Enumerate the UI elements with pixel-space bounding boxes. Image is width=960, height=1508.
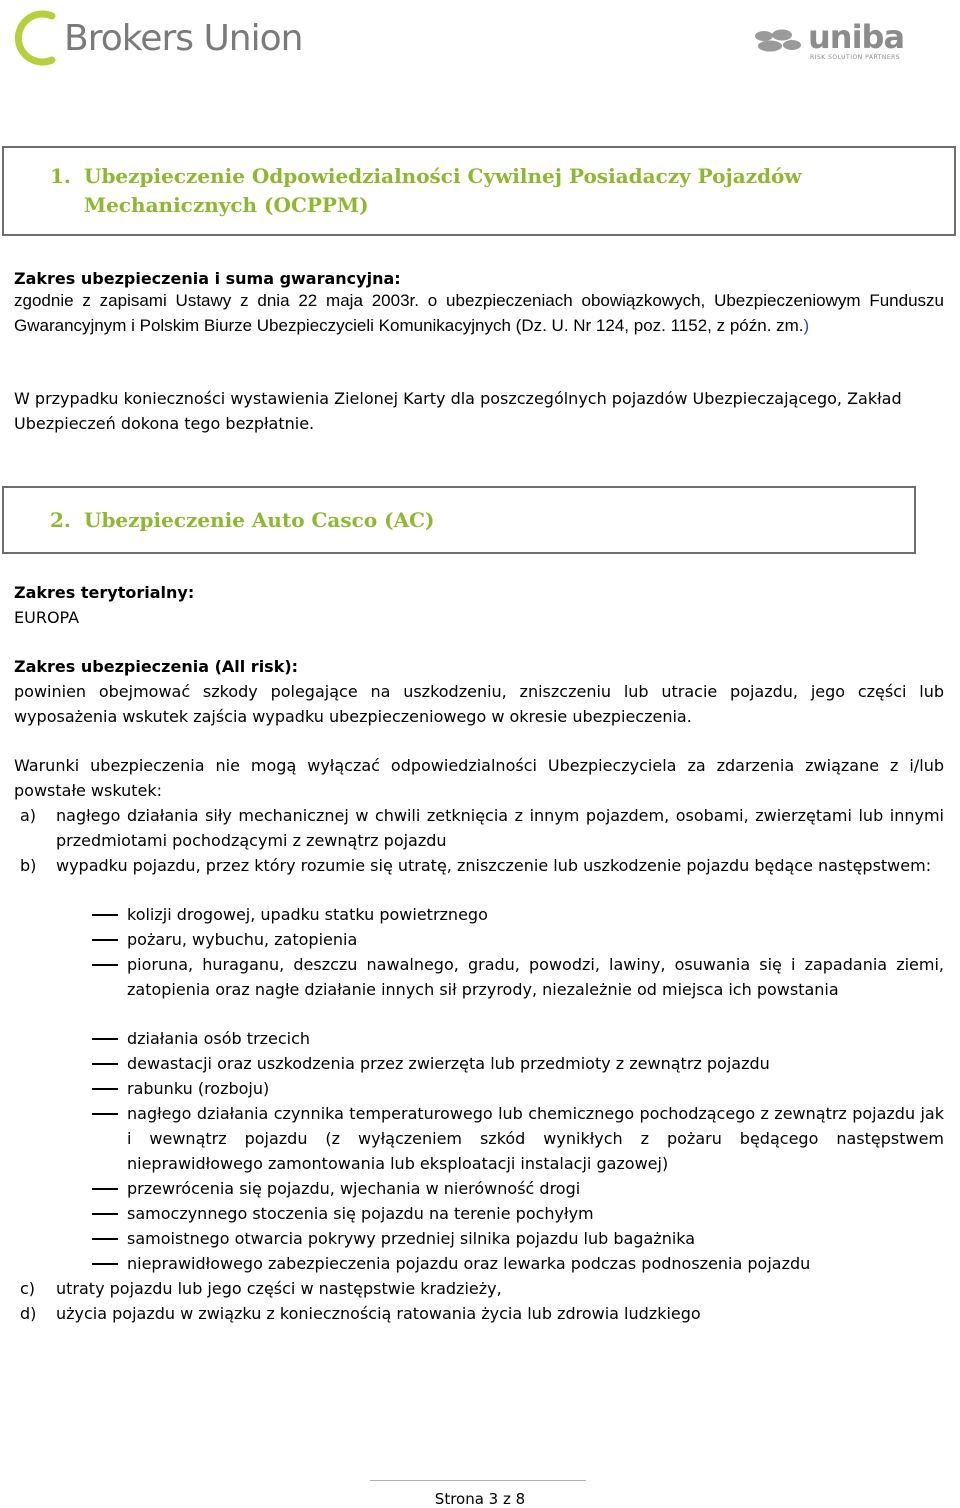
uniba-logo xyxy=(752,18,952,67)
sub-list-item-text: samoistnego otwarcia pokrywy przedniej silnika pojazdu lub bagażnika xyxy=(127,1229,696,1248)
section2-title: Ubezpieczenie Auto Casco (AC) xyxy=(84,508,435,532)
sub-list-item xyxy=(92,1076,944,1101)
dash-bullet xyxy=(92,1063,118,1065)
list-item-text: utraty pojazdu lub jego części w następstwie kradzieży, xyxy=(56,1279,502,1298)
sub-list-item-text: nieprawidłowego zabezpieczenia pojazdu oraz lewarka podczas podnoszenia pojazdu xyxy=(127,1254,811,1273)
dash-bullet xyxy=(92,1213,118,1215)
section2-scope-heading: Zakres ubezpieczenia (All risk): xyxy=(14,657,299,676)
list-marker: d) xyxy=(20,1304,37,1323)
section1-scope-text-body: zgodnie z zapisami Ustawy z dnia 22 maja 2003r. o ubezpieczeniach obowiązkowych, Ubezpieczeniowym Funduszu Gwarancyjnym i Polskim Biurze Ubezpieczycieli Komunikacyjnych (Dz. U. Nr 124, poz. 1152, z późn. zm. xyxy=(14,291,944,335)
dash-bullet xyxy=(92,1263,118,1265)
sub-list-item-text: nagłego działania czynnika temperaturowego lub chemicznego pochodzącego z zewnątrz pojazdu jak i wewnątrz pojazdu (z wyłączeniem szkód wynikłych z pożaru będącego następstwem nieprawidłowego zamontowania lub eksploatacji instalacji gazowej) xyxy=(127,1104,944,1173)
dash-bullet xyxy=(92,1113,118,1115)
sub-list-item xyxy=(92,1051,944,1076)
dash-bullet xyxy=(92,939,118,941)
dash-bullet xyxy=(92,964,118,966)
sub-list-item-text: samoczynnego stoczenia się pojazdu na terenie pochyłym xyxy=(127,1204,594,1223)
dash-bullet xyxy=(92,1188,118,1190)
section2-heading xyxy=(50,506,434,535)
uniba-logo-text: uniba xyxy=(808,18,905,56)
section1-number: 1. xyxy=(50,164,71,188)
section1-scope-heading: Zakres ubezpieczenia i suma gwarancyjna: xyxy=(14,269,401,288)
sub-list-item-text: działania osób trzecich xyxy=(127,1029,311,1048)
sub-list-item xyxy=(92,927,944,952)
sub-list-item-text: rabunku (rozboju) xyxy=(127,1079,270,1098)
section2-number: 2. xyxy=(50,508,71,532)
sub-list-item xyxy=(92,1251,944,1276)
list-item-text: nagłego działania siły mechanicznej w chwili zetknięcia z innym pojazdem, osobami, zwierzętami lub innymi przedmiotami pochodzącymi z zewnątrz pojazdu xyxy=(56,806,944,850)
sub-list-item xyxy=(92,1201,944,1226)
sub-list-item xyxy=(92,1101,944,1176)
brokers-union-logo-text: Brokers Union xyxy=(64,18,303,59)
sub-list-item-text: dewastacji oraz uszkodzenia przez zwierzęta lub przedmioty z zewnątrz pojazdu xyxy=(127,1054,770,1073)
section1-heading xyxy=(50,162,930,220)
dash-bullet xyxy=(92,1238,118,1240)
list-item-c xyxy=(20,1276,944,1301)
dash-bullet xyxy=(92,1038,118,1040)
sub-list-item xyxy=(92,952,944,1002)
list-item-b xyxy=(20,853,944,878)
sub-list-item-text: kolizji drogowej, upadku statku powietrznego xyxy=(127,905,488,924)
sub-list-item-text: pioruna, huraganu, deszczu nawalnego, gradu, powodzi, lawiny, osuwania się i zapadania ziemi, zatopienia oraz nagłe działanie innych sił przyrody, niezależnie od miejsca ich powstania xyxy=(127,955,944,999)
sub-list-item xyxy=(92,1226,944,1251)
dash-bullet xyxy=(92,1088,118,1090)
brokers-union-logo-icon xyxy=(12,8,62,68)
territory-value: EUROPA xyxy=(14,608,80,627)
territory-heading: Zakres terytorialny: xyxy=(14,583,195,602)
sub-list-item xyxy=(92,902,944,927)
footer-divider xyxy=(370,1480,586,1481)
list-marker: b) xyxy=(20,856,37,875)
uniba-logo-icon xyxy=(752,26,806,56)
list-item-text: użycia pojazdu w związku z koniecznością ratowania życia lub zdrowia ludzkiego xyxy=(56,1304,701,1323)
page-number: Strona 3 z 8 xyxy=(434,1490,526,1508)
list-marker: a) xyxy=(20,806,37,825)
conditions-intro: Warunki ubezpieczenia nie mogą wyłączać odpowiedzialności Ubezpieczyciela za zdarzenia związane z i/lub powstałe wskutek: xyxy=(14,756,944,800)
section1-title: Ubezpieczenie Odpowiedzialności Cywilnej Posiadaczy Pojazdów Mechanicznych (OCPPM) xyxy=(84,164,802,217)
sub-list-item-text: przewrócenia się pojazdu, wjechania w nierówność drogi xyxy=(127,1179,581,1198)
list-item-d xyxy=(20,1301,944,1326)
brokers-union-logo xyxy=(12,8,312,68)
dash-bullet xyxy=(92,914,118,916)
list-item-text: wypadku pojazdu, przez który rozumie się utratę, zniszczenie lub uszkodzenie pojazdu będące następstwem: xyxy=(56,856,932,875)
sub-list-item xyxy=(92,1026,944,1051)
sub-list-item-text: pożaru, wybuchu, zatopienia xyxy=(127,930,358,949)
section2-scope-text: powinien obejmować szkody polegające na uszkodzeniu, zniszczeniu lub utracie pojazdu, jego części lub wyposażenia wskutek zajścia wypadku ubezpieczeniowego w okresie ubezpieczenia. xyxy=(14,682,944,726)
list-item-a xyxy=(20,803,944,853)
sub-list-item xyxy=(92,1176,944,1201)
section1-green-card-text: W przypadku konieczności wystawienia Zielonej Karty dla poszczególnych pojazdów Ubezpieczającego, Zakład Ubezpieczeń dokona tego bezpłatnie. xyxy=(14,389,902,433)
section1-scope-text-paren: ) xyxy=(803,316,810,335)
section1-scope-text xyxy=(14,288,944,338)
uniba-logo-subtitle: RISK SOLUTION PARTNERS xyxy=(810,54,901,61)
list-marker: c) xyxy=(20,1279,36,1298)
